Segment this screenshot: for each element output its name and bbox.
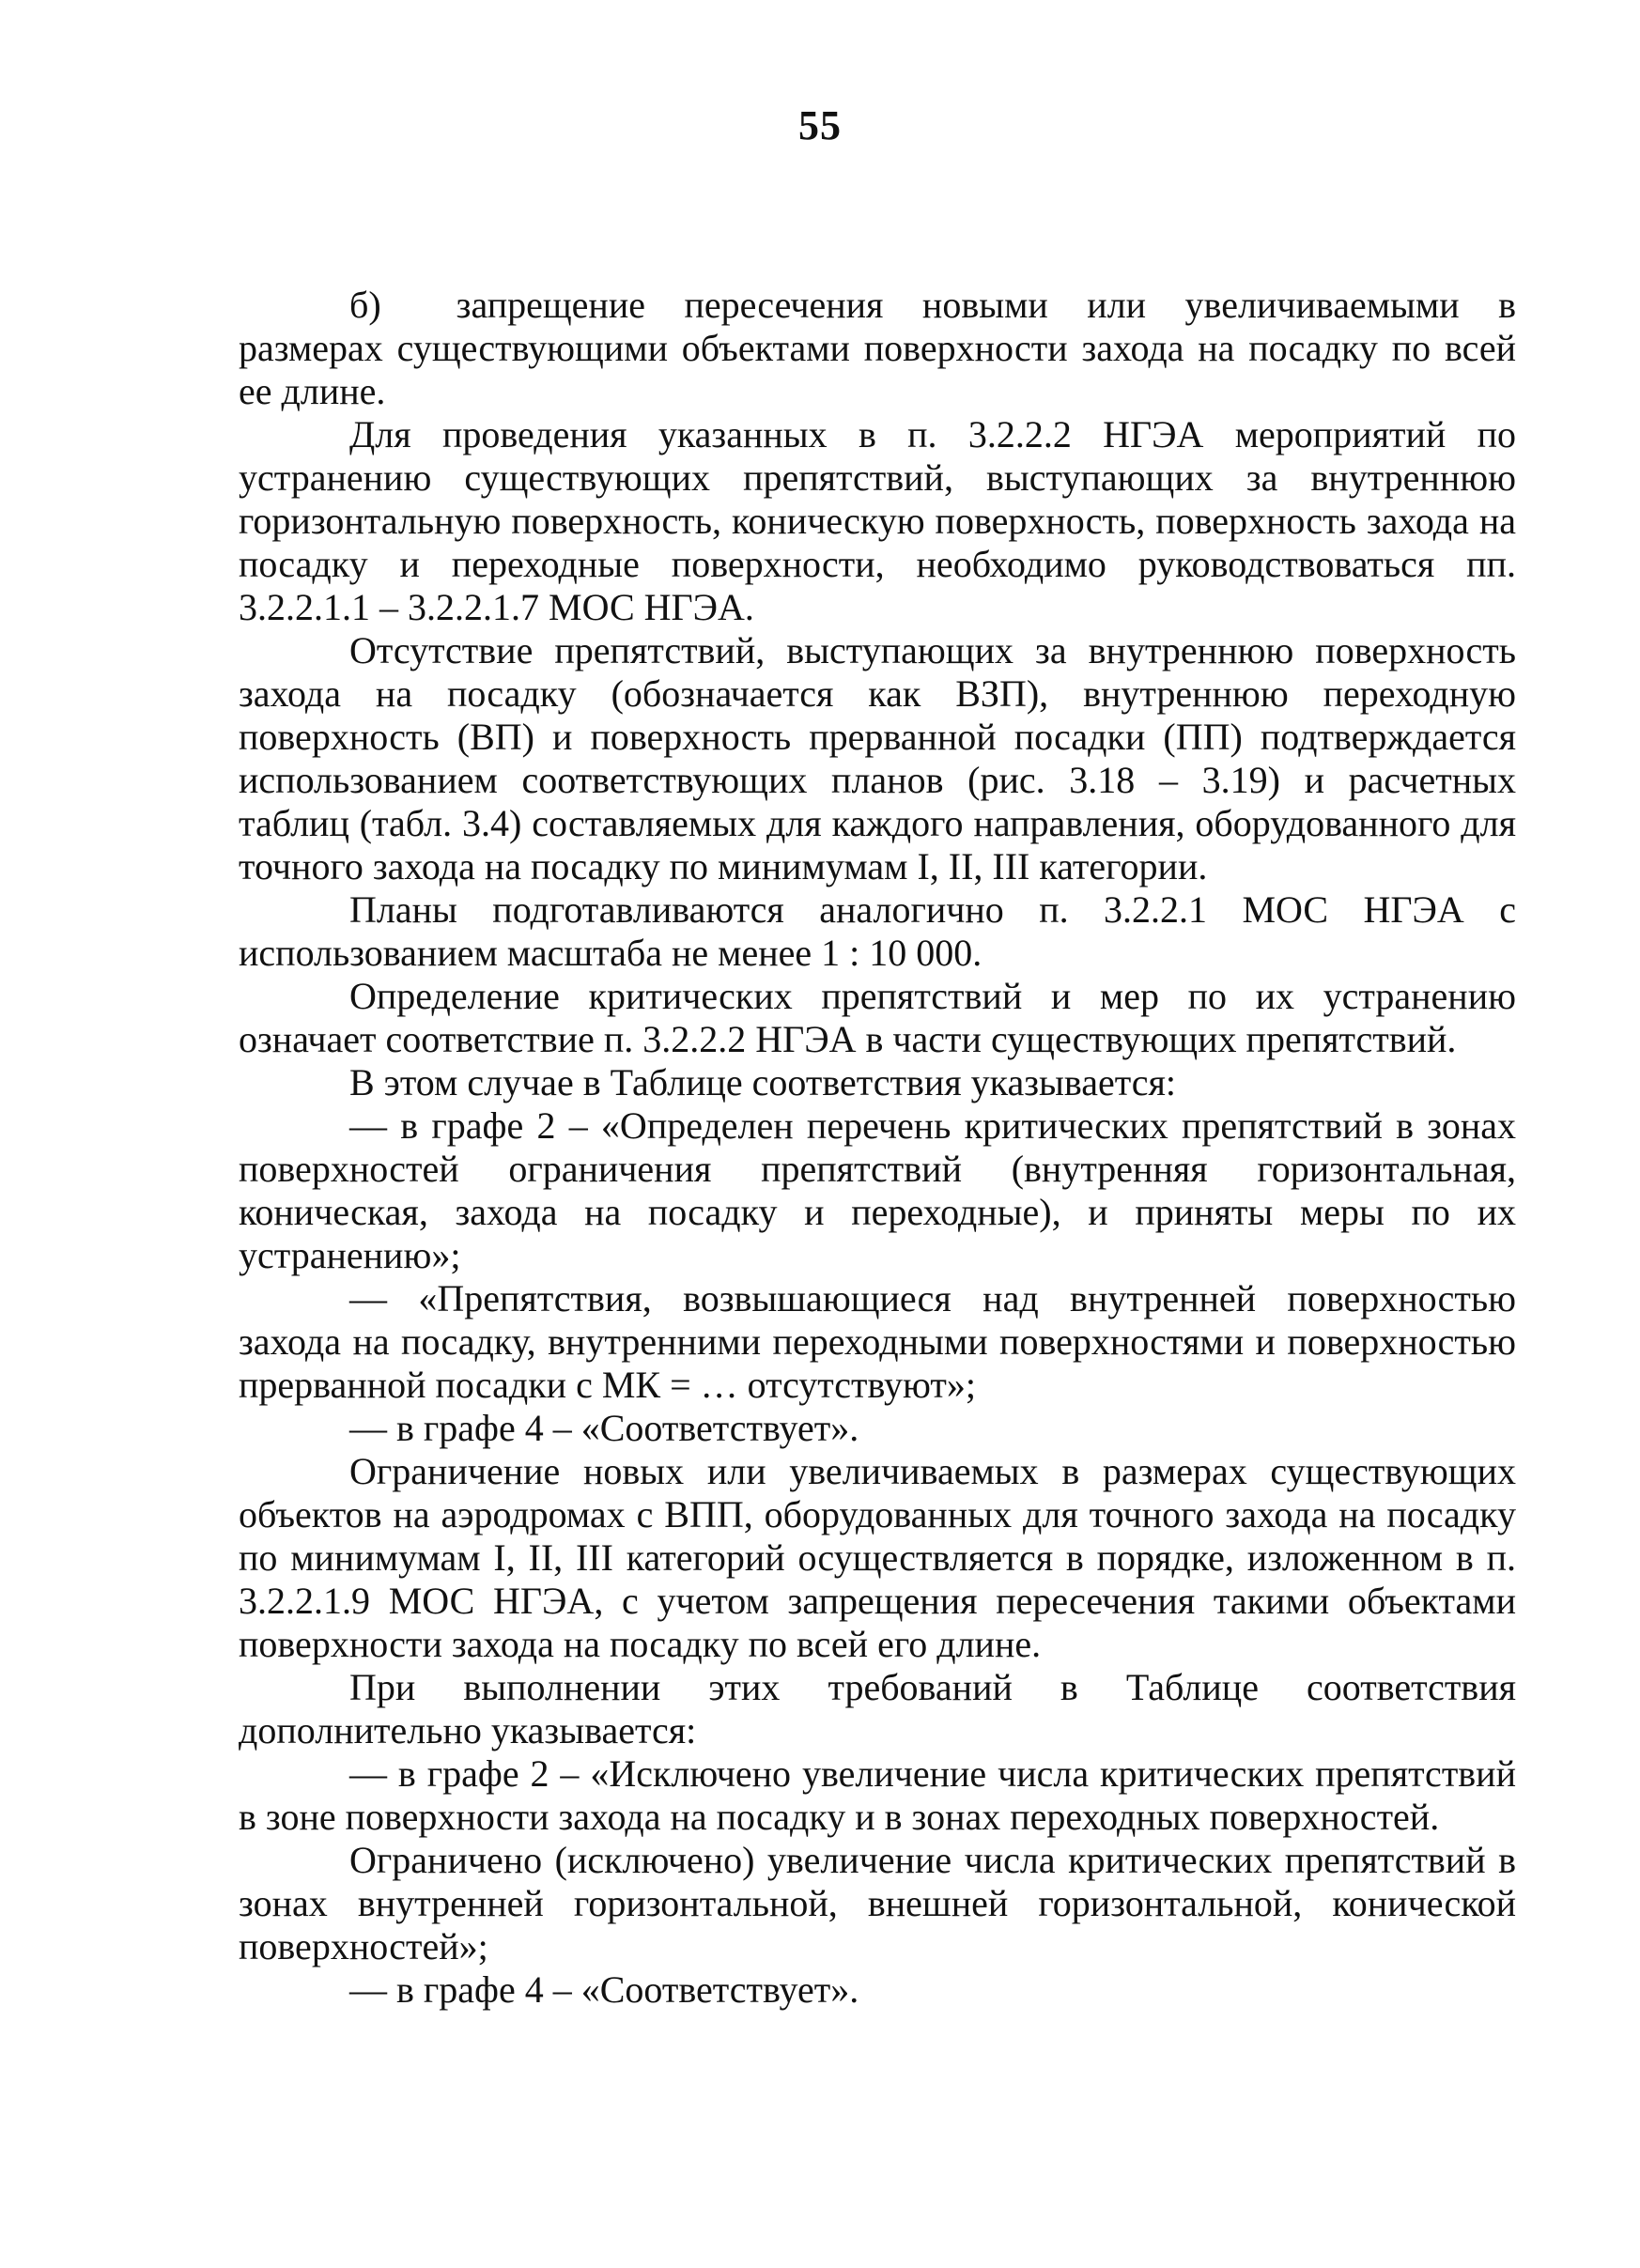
paragraph-item-b: б) запрещение пересечения новыми или увеличиваемыми в размерах существующими объектами поверхности захода на посадку по всей ее длине. — [239, 284, 1516, 412]
paragraph: Планы подготавливаются аналогично п. 3.2.2.1 МОС НГЭА с использованием масштаба не менее 1 : 10 000. — [239, 888, 1516, 974]
paragraph: Для проведения указанных в п. 3.2.2.2 НГЭА мероприятий по устранению существующих препятствий, выступающих за внутреннюю горизонтальную поверхность, коническую поверхность, поверхность захода на посадку и переходные поверхности, необходимо руководствоваться пп. 3.2.2.1.1 – 3.2.2.1.7 МОС НГЭА. — [239, 413, 1516, 628]
paragraph: Отсутствие препятствий, выступающих за внутреннюю поверхность захода на посадку (обозначается как ВЗП), внутреннюю переходную поверхность (ВП) и поверхность прерванной посадки (ПП) подтверждается использованием соответствующих планов (рис. 3.18 – 3.19) и расчетных таблиц (табл. 3.4) составляемых для каждого направления, оборудованного для точного захода на посадку по минимумам I, II, III категории. — [239, 629, 1516, 887]
paragraph: Ограничено (исключено) увеличение числа критических препятствий в зонах внутренней горизонтальной, внешней горизонтальной, конической поверхностей»; — [239, 1839, 1516, 1967]
dash-list-item: — «Препятствия, возвышающиеся над внутренней поверхностью захода на посадку, внутренними переходными поверхностями и поверхностью прерванной посадки с МК = … отсутствуют»; — [239, 1277, 1516, 1406]
dash-list-item: — в графе 4 – «Соответствует». — [349, 1407, 859, 1449]
dash-list-item: — в графе 4 – «Соответствует». — [349, 1968, 859, 2011]
dash-list-item: — в графе 2 – «Определен перечень критических препятствий в зонах поверхностей ограничения препятствий (внутренняя горизонтальная, коническая, захода на посадку и переходные), и приняты меры по их устранению»; — [239, 1104, 1516, 1276]
page-number: 55 — [798, 102, 842, 148]
paragraph: В этом случае в Таблице соответствия указывается: — [349, 1061, 1177, 1103]
document-body — [239, 284, 1516, 2012]
dash-list-item: — в графе 2 – «Исключено увеличение числа критических препятствий в зоне поверхности захода на посадку и в зонах переходных поверхностей. — [239, 1752, 1516, 1838]
paragraph: При выполнении этих требований в Таблице соответствия дополнительно указывается: — [239, 1666, 1516, 1751]
paragraph: Определение критических препятствий и мер по их устранению означает соответствие п. 3.2.2.2 НГЭА в части существующих препятствий. — [239, 975, 1516, 1060]
paragraph: Ограничение новых или увеличиваемых в размерах существующих объектов на аэродромах с ВПП, оборудованных для точного захода на посадку по минимумам I, II, III категорий осуществляется в порядке, изложенном в п. 3.2.2.1.9 МОС НГЭА, с учетом запрещения пересечения такими объектами поверхности захода на посадку по всей его длине. — [239, 1450, 1516, 1665]
